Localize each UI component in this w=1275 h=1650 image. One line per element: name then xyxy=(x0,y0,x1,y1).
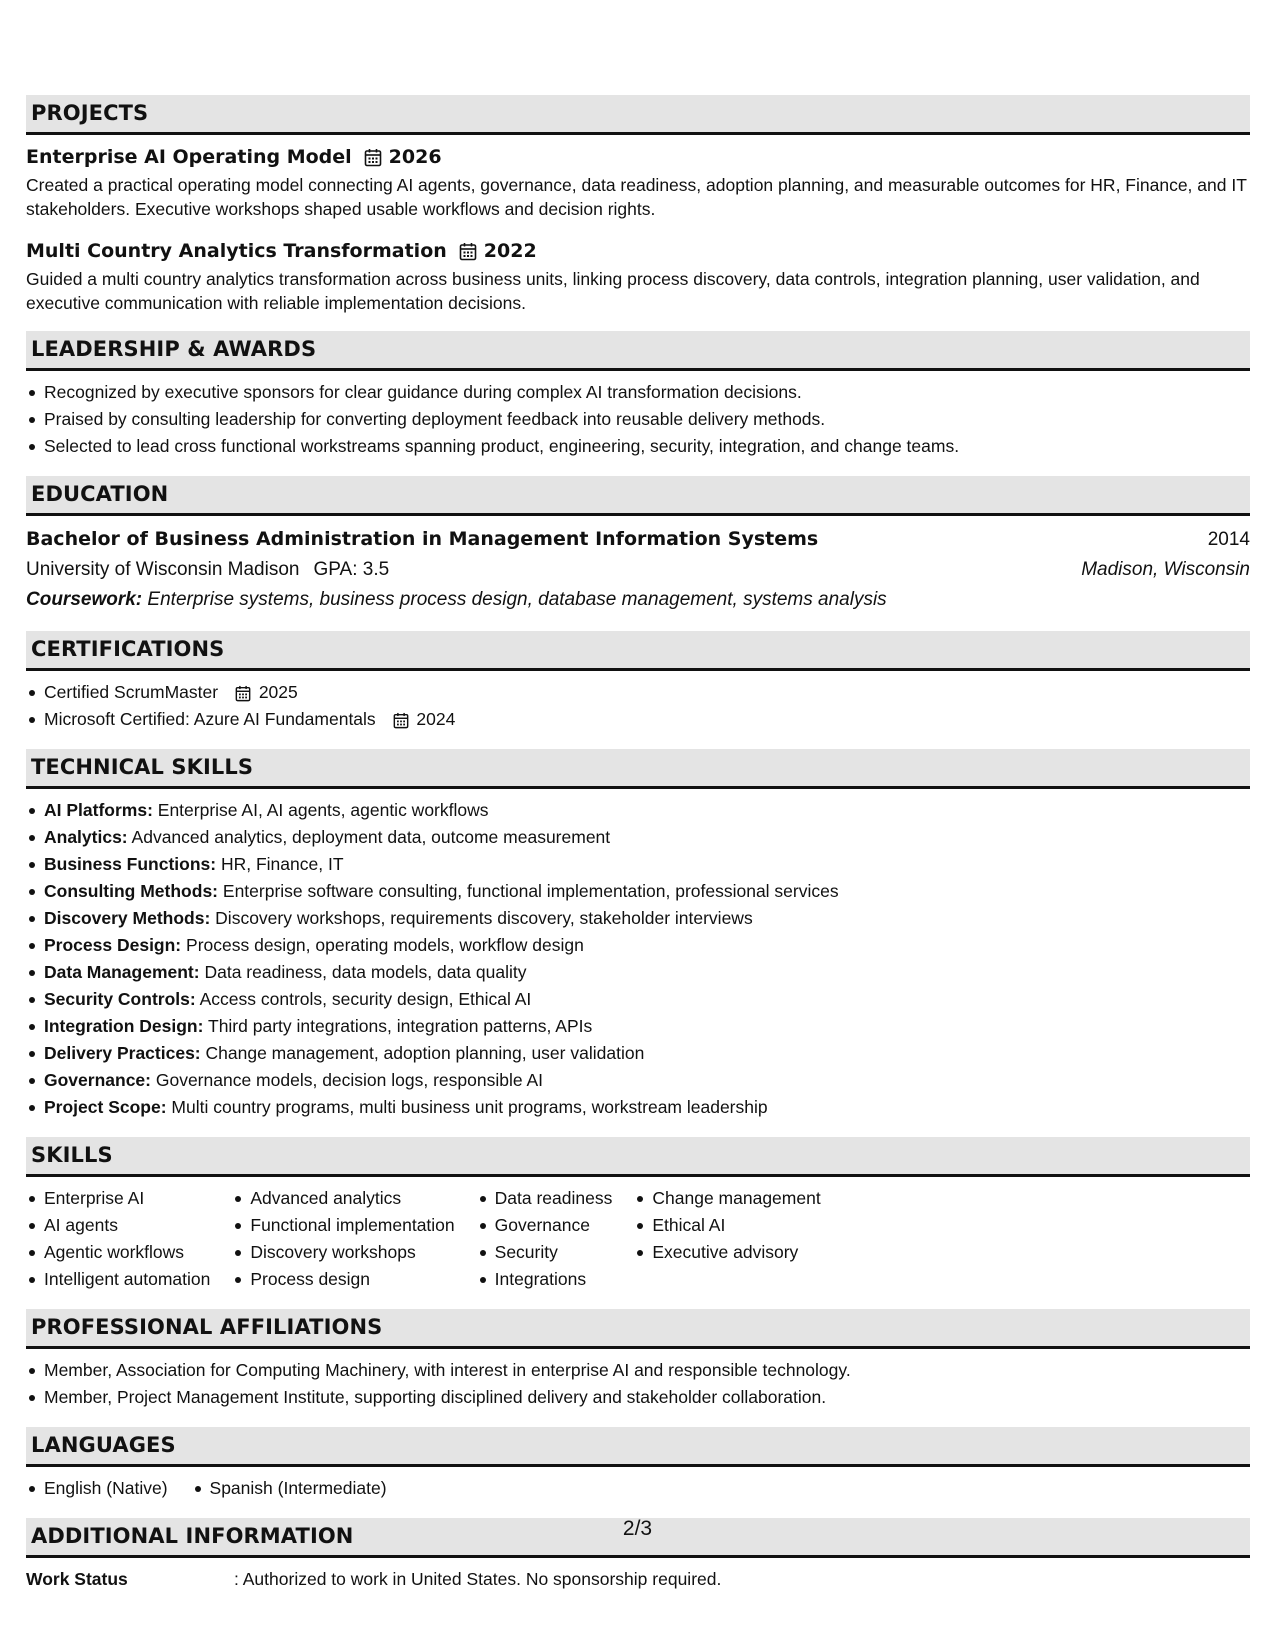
skill-category: AI Platforms: xyxy=(44,800,153,820)
project-description: Guided a multi country analytics transformation across business units, linking process discovery, data controls, integration planning, user validation, and executive communication with reliable implementation decisions. xyxy=(26,269,1200,313)
leadership-heading: LEADERSHIP & AWARDS xyxy=(26,331,1250,371)
list-item xyxy=(26,932,1250,959)
list-item: Change management xyxy=(634,1185,820,1212)
skill-values: Data readiness, data models, data quality xyxy=(204,962,527,982)
graduation-year: 2014 xyxy=(1207,529,1250,550)
list-item: Member, Association for Computing Machinery, with interest in enterprise AI and responsible technology. xyxy=(26,1357,1250,1384)
list-item: Data readiness xyxy=(477,1185,613,1212)
list-item xyxy=(26,797,1250,824)
languages-section xyxy=(26,1427,1250,1502)
education-heading: EDUCATION xyxy=(26,476,1250,516)
skills-columns xyxy=(26,1185,1250,1293)
coursework-label: Coursework: xyxy=(26,589,143,610)
coursework-list: Enterprise systems, business process design, database management, systems analysis xyxy=(147,589,887,610)
list-item: Discovery workshops xyxy=(232,1239,454,1266)
leadership-section xyxy=(26,331,1250,460)
skills-column xyxy=(232,1185,454,1293)
list-item: Spanish (Intermediate) xyxy=(192,1475,387,1502)
languages-list xyxy=(26,1475,411,1502)
list-item: Selected to lead cross functional workstreams spanning product, engineering, security, integration, and change teams. xyxy=(26,433,1250,460)
skill-values: Enterprise software consulting, functional implementation, professional services xyxy=(222,881,839,901)
list-item: Member, Project Management Institute, supporting disciplined delivery and stakeholder collaboration. xyxy=(26,1384,1250,1411)
project-item xyxy=(26,237,1250,315)
list-item xyxy=(26,851,1250,878)
languages-heading: LANGUAGES xyxy=(26,1427,1250,1467)
calendar-icon xyxy=(459,242,477,261)
school-name: University of Wisconsin Madison xyxy=(26,559,300,580)
education-section xyxy=(26,476,1250,615)
list-item: Ethical AI xyxy=(634,1212,820,1239)
projects-heading: PROJECTS xyxy=(26,95,1250,135)
technical-skills-list xyxy=(26,797,1250,1121)
skill-category: Security Controls: xyxy=(44,989,196,1009)
skill-category: Integration Design: xyxy=(44,1016,204,1036)
project-year: 2022 xyxy=(483,240,537,262)
leadership-list xyxy=(26,379,1250,460)
work-status-label: Work Status xyxy=(26,1569,128,1589)
gpa: GPA: 3.5 xyxy=(313,559,390,580)
projects-section xyxy=(26,95,1250,315)
list-item: Executive advisory xyxy=(634,1239,820,1266)
skill-values: Process design, operating models, workflow design xyxy=(186,935,584,955)
page-number: 2/3 xyxy=(622,1517,653,1540)
affiliations-heading: PROFESSIONAL AFFILIATIONS xyxy=(26,1309,1250,1349)
skill-values: Governance models, decision logs, responsible AI xyxy=(155,1070,544,1090)
skill-values: Multi country programs, multi business unit programs, workstream leadership xyxy=(171,1097,768,1117)
list-item xyxy=(26,706,1250,733)
list-item: English (Native) xyxy=(26,1475,168,1502)
list-item: Security xyxy=(477,1239,613,1266)
skill-category: Project Scope: xyxy=(44,1097,167,1117)
affiliations-list xyxy=(26,1357,1250,1411)
calendar-icon xyxy=(364,148,382,167)
skill-values: Third party integrations, integration patterns, APIs xyxy=(208,1016,593,1036)
certification-name: Microsoft Certified: Azure AI Fundamentals xyxy=(44,709,376,729)
project-title: Enterprise AI Operating Model xyxy=(26,146,352,168)
list-item xyxy=(26,1094,1250,1121)
list-item xyxy=(26,824,1250,851)
skill-category: Governance: xyxy=(44,1070,151,1090)
certification-name: Certified ScrumMaster xyxy=(44,682,219,702)
resume-content xyxy=(26,95,1250,1608)
list-item: AI agents xyxy=(26,1212,210,1239)
school-location: Madison, Wisconsin xyxy=(1081,559,1250,580)
project-year: 2026 xyxy=(388,146,442,168)
list-item: Integrations xyxy=(477,1266,613,1293)
skill-values: Enterprise AI, AI agents, agentic workflows xyxy=(157,800,489,820)
skill-category: Business Functions: xyxy=(44,854,217,874)
list-item: Advanced analytics xyxy=(232,1185,454,1212)
project-title: Multi Country Analytics Transformation xyxy=(26,240,447,262)
list-item xyxy=(26,1013,1250,1040)
list-item: Intelligent automation xyxy=(26,1266,210,1293)
skill-category: Analytics: xyxy=(44,827,128,847)
technical-skills-heading: TECHNICAL SKILLS xyxy=(26,749,1250,789)
skill-values: Advanced analytics, deployment data, outcome measurement xyxy=(131,827,611,847)
project-item xyxy=(26,143,1250,221)
skills-column xyxy=(26,1185,210,1293)
project-description: Created a practical operating model connecting AI agents, governance, data readiness, adoption planning, and measurable outcomes for HR, Finance, and IT stakeholders. Executive workshops shaped usable workflows and decision rights. xyxy=(26,175,1247,219)
skill-category: Delivery Practices: xyxy=(44,1043,201,1063)
skill-category: Data Management: xyxy=(44,962,200,982)
list-item: Functional implementation xyxy=(232,1212,454,1239)
list-item xyxy=(26,878,1250,905)
skill-values: Change management, adoption planning, user validation xyxy=(205,1043,645,1063)
calendar-icon xyxy=(393,712,409,729)
list-item xyxy=(26,679,1250,706)
list-item: Praised by consulting leadership for converting deployment feedback into reusable delivery methods. xyxy=(26,406,1250,433)
calendar-icon xyxy=(235,685,251,702)
list-item: Governance xyxy=(477,1212,613,1239)
certification-year: 2024 xyxy=(416,709,456,729)
list-item: Agentic workflows xyxy=(26,1239,210,1266)
certifications-heading: CERTIFICATIONS xyxy=(26,631,1250,671)
list-item xyxy=(26,1040,1250,1067)
list-item: Process design xyxy=(232,1266,454,1293)
certification-year: 2025 xyxy=(258,682,298,702)
skills-heading: SKILLS xyxy=(26,1137,1250,1177)
list-item xyxy=(26,959,1250,986)
work-status-value: : Authorized to work in United States. No sponsorship required. xyxy=(234,1569,722,1589)
skill-values: HR, Finance, IT xyxy=(220,854,344,874)
list-item xyxy=(26,1067,1250,1094)
skill-values: Discovery workshops, requirements discovery, stakeholder interviews xyxy=(215,908,753,928)
list-item: Enterprise AI xyxy=(26,1185,210,1212)
degree-title: Bachelor of Business Administration in Management Information Systems xyxy=(26,528,819,550)
skill-values: Access controls, security design, Ethical AI xyxy=(199,989,532,1009)
certifications-section xyxy=(26,631,1250,733)
additional-info-heading: ADDITIONAL INFORMATION xyxy=(26,1518,1250,1558)
skills-section xyxy=(26,1137,1250,1293)
skills-column xyxy=(634,1185,820,1293)
technical-skills-section xyxy=(26,749,1250,1121)
skill-category: Consulting Methods: xyxy=(44,881,219,901)
skill-category: Discovery Methods: xyxy=(44,908,211,928)
list-item: Recognized by executive sponsors for clear guidance during complex AI transformation decisions. xyxy=(26,379,1250,406)
certifications-list xyxy=(26,679,1250,733)
list-item xyxy=(26,905,1250,932)
affiliations-section xyxy=(26,1309,1250,1411)
skills-column xyxy=(477,1185,613,1293)
list-item xyxy=(26,986,1250,1013)
skill-category: Process Design: xyxy=(44,935,182,955)
